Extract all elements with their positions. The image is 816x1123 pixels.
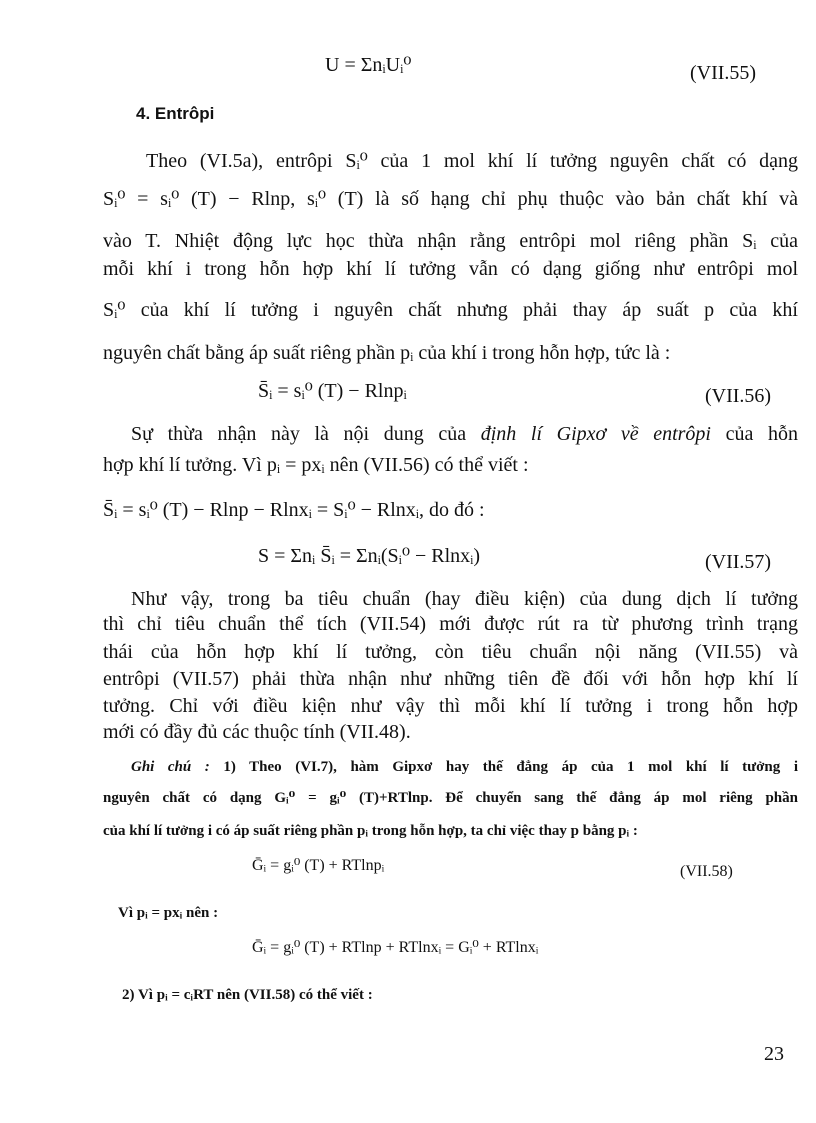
paragraph-line: nguyên chất bằng áp suất riêng phần pᵢ của khí i trong hỗn hợp, tức là : xyxy=(103,342,671,364)
paragraph-line: Sᵢ⁰ của khí lí tưởng i nguyên chất nhưng phải thay áp suất p của khí xyxy=(103,299,798,321)
equation-vii-56: S̄ᵢ = sᵢ⁰ (T) − Rlnpᵢ xyxy=(258,380,407,402)
text-run: 1) Theo (VI.7), hàm Gipxơ hay thế đẳng áp của 1 mol khí lí tưởng i xyxy=(209,759,798,775)
note-line: nguyên chất có dạng Gᵢ⁰ = gᵢ⁰ (T)+RTlnp. Để chuyển sang thế đẳng áp mol riêng phần xyxy=(103,790,798,806)
paragraph-line: vào T. Nhiệt động lực học thừa nhận rằng entrôpi mol riêng phần Sᵢ của xyxy=(103,230,798,252)
paragraph-line: Theo (VI.5a), entrôpi Sᵢ⁰ của 1 mol khí lí tưởng nguyên chất có dạng xyxy=(146,150,798,172)
emphasis-text: định lí Gipxơ về entrôpi xyxy=(480,423,711,445)
paragraph-line: entrôpi (VII.57) phải thừa nhận như những tiên đề đối với hỗn hợp khí lí xyxy=(103,668,798,690)
equation-g: Ḡᵢ = gᵢ⁰ (T) + RTlnp + RTlnxᵢ = Gᵢ⁰ + RTlnxᵢ xyxy=(252,939,539,956)
paragraph-line: thái của hỗn hợp khí lí tưởng, còn tiêu chuẩn nội năng (VII.55) và xyxy=(103,641,798,663)
note-line: của khí lí tưởng i có áp suất riêng phần pᵢ trong hỗn hợp, ta chỉ việc thay p bằng pᵢ : xyxy=(103,823,638,839)
equation-vii-55: U = ΣnᵢUᵢ⁰ xyxy=(325,54,412,76)
equation-derivation: S̄ᵢ = sᵢ⁰ (T) − Rlnp − Rlnxᵢ = Sᵢ⁰ − Rlnxᵢ, do đó : xyxy=(103,499,485,521)
section-heading: 4. Entrôpi xyxy=(136,104,215,123)
paragraph-line: tưởng. Chỉ với điều kiện như vậy thì mỗi khí lí tưởng i trong hỗn hợp xyxy=(103,695,798,717)
equation-number-vii-55: (VII.55) xyxy=(690,62,757,84)
paragraph-line: mỗi khí i trong hỗn hợp khí lí tưởng vẫn có dạng giống như entrôpi mol xyxy=(103,258,798,280)
note-label: Ghi chú : xyxy=(131,759,210,775)
paragraph-line: mới có đầy đủ các thuộc tính (VII.48). xyxy=(103,721,411,743)
equation-number-vii-57: (VII.57) xyxy=(705,551,772,573)
equation-number-vii-56: (VII.56) xyxy=(705,385,772,407)
page-number: 23 xyxy=(764,1043,784,1065)
paragraph-line: hợp khí lí tưởng. Vì pᵢ = pxᵢ nên (VII.56) có thể viết : xyxy=(103,454,529,476)
text-run: của hỗn xyxy=(710,423,798,445)
paragraph-line: Sᵢ⁰ = sᵢ⁰ (T) − Rlnp, sᵢ⁰ (T) là số hạng chỉ phụ thuộc vào bản chất khí và xyxy=(103,188,798,210)
paragraph-line xyxy=(131,421,798,447)
note-line: 2) Vì pᵢ = cᵢRT nên (VII.58) có thể viết : xyxy=(122,987,373,1003)
note-line xyxy=(131,757,798,777)
paragraph-line: thì chỉ tiêu chuẩn thể tích (VII.54) mới được rút ra từ phương trình trạng xyxy=(103,613,798,635)
equation-number-vii-58: (VII.58) xyxy=(680,863,733,880)
text-run: Sự thừa nhận này là nội dung của xyxy=(131,423,481,445)
paragraph-line: Như vậy, trong ba tiêu chuẩn (hay điều kiện) của dung dịch lí tưởng xyxy=(131,588,798,610)
note-line: Vì pᵢ = pxᵢ nên : xyxy=(118,905,219,921)
equation-vii-58: Ḡᵢ = gᵢ⁰ (T) + RTlnpᵢ xyxy=(252,857,385,874)
equation-vii-57: S = Σnᵢ S̄ᵢ = Σnᵢ(Sᵢ⁰ − Rlnxᵢ) xyxy=(258,545,481,567)
